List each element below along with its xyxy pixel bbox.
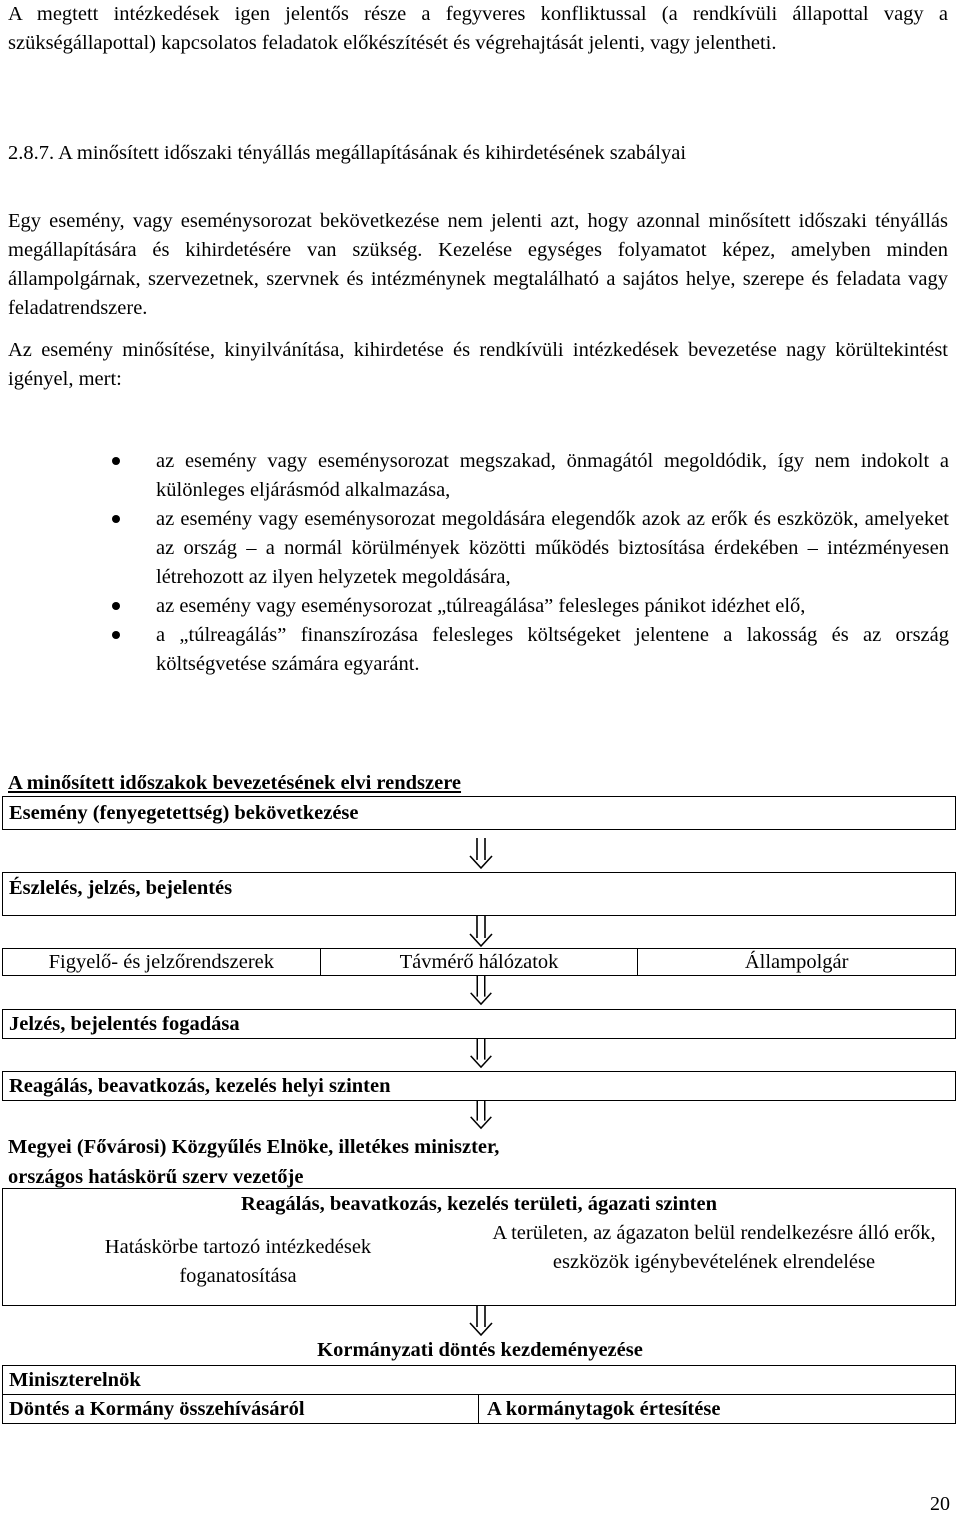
source-cell: Figyelő- és jelzőrendszerek	[48, 951, 275, 973]
local-response-box: Reagálás, beavatkozás, kezelés helyi szinten	[2, 1071, 956, 1101]
list-item-text: az esemény vagy eseménysorozat megoldására elegendők azok az erők és eszközök, amelyeket az ország – a normál körülmények közötti működés biztosítása érdekében – intézményesen létrehozott az ilyen helyzetek megoldására,	[156, 508, 949, 588]
bullet-icon	[112, 602, 120, 610]
receive-box: Jelzés, bejelentés fogadása	[2, 1009, 956, 1039]
bullet-icon	[112, 515, 120, 523]
paragraph-1: Egy esemény, vagy eseménysorozat bekövetkezése nem jelenti azt, hogy azonnal minősített időszaki tényállás megállapítására és kihirdetésére van szükség. Kezelése egységes folyamatot képez, amelyben minden állampolgárnak, szervezetnek, szervnek és intézménynek megtalálható a sajátos helye, szerepe és feladata vagy feladatrendszere.	[8, 210, 948, 319]
list-item	[112, 621, 949, 679]
event-box: Esemény (fenyegetettség) bekövetkezése	[2, 796, 956, 830]
regional-right-cell	[473, 1219, 955, 1291]
regional-response-table	[2, 1188, 956, 1306]
regional-right-text: A területen, az ágazaton belül rendelkezésre álló erők, eszközök igénybevételének elrendelése	[492, 1222, 936, 1273]
double-down-arrow-icon	[468, 1305, 494, 1337]
regional-row	[3, 1219, 955, 1291]
double-down-arrow-icon	[468, 1100, 494, 1130]
double-down-arrow-icon	[468, 1039, 494, 1069]
source-cell: Távmérő hálózatok	[320, 949, 638, 975]
county-line-1: Megyei (Fővárosi) Közgyűlés Elnöke, illetékes miniszter,	[8, 1136, 500, 1158]
regional-left-text: Hatáskörbe tartozó intézkedések foganatosítása	[104, 1236, 372, 1287]
bullet-list	[112, 447, 949, 679]
bullet-icon	[112, 631, 120, 639]
regional-header: Reagálás, beavatkozás, kezelés területi, ágazati szinten	[241, 1193, 717, 1215]
page-number: 20	[930, 1493, 950, 1515]
list-item-text: az esemény vagy eseménysorozat „túlreagálása” felesleges pánikot idézhet elő,	[156, 595, 806, 617]
regional-left-cell	[3, 1219, 473, 1291]
source-cell: Állampolgár	[637, 949, 955, 975]
decision-left: Döntés a Kormány összehívásáról	[3, 1395, 479, 1423]
bullet-icon	[112, 457, 120, 465]
decision-right: A kormánytagok értesítése	[487, 1398, 721, 1420]
intro-paragraph: A megtett intézkedések igen jelentős része a fegyveres konfliktussal (a rendkívüli állapottal vagy a szükségállapottal) kapcsolatos feladatok előkészítését és végrehajtását jelenti, vagy jelentheti.	[8, 3, 948, 54]
list-item-text: a „túlreagálás” finanszírozása felesleges költségeket jelentene a lakosság és az ország költségvetése számára egyaránt.	[156, 624, 949, 675]
decisions-row	[2, 1394, 956, 1424]
section-heading	[8, 139, 948, 168]
list-item	[112, 505, 949, 592]
diagram-title: A minősített időszakok bevezetésének elvi rendszere	[8, 772, 462, 794]
section-heading-text: 2.8.7. A minősített időszaki tényállás megállapításának és kihirdetésének szabályai	[8, 142, 687, 164]
county-authorities	[8, 1132, 948, 1192]
double-down-arrow-icon	[468, 838, 494, 870]
list-item-text: az esemény vagy eseménysorozat megszakad, önmagától megoldódik, így nem indokolt a különleges eljárásmód alkalmazása,	[156, 450, 949, 501]
paragraph-2: Az esemény minősítése, kinyilvánítása, kihirdetése és rendkívüli intézkedések bevezetése nagy körültekintést igényel, mert:	[8, 339, 948, 390]
county-line-2: országos hatáskörű szerv vezetője	[8, 1166, 304, 1188]
list-item	[112, 447, 949, 505]
government-initiative: Kormányzati döntés kezdeményezése	[317, 1339, 643, 1361]
double-down-arrow-icon	[468, 916, 494, 948]
detection-box: Észlelés, jelzés, bejelentés	[2, 872, 956, 916]
sources-row	[2, 948, 956, 976]
list-item	[112, 592, 949, 621]
prime-minister-box: Miniszterelnök	[2, 1365, 956, 1395]
double-down-arrow-icon	[468, 976, 494, 1006]
